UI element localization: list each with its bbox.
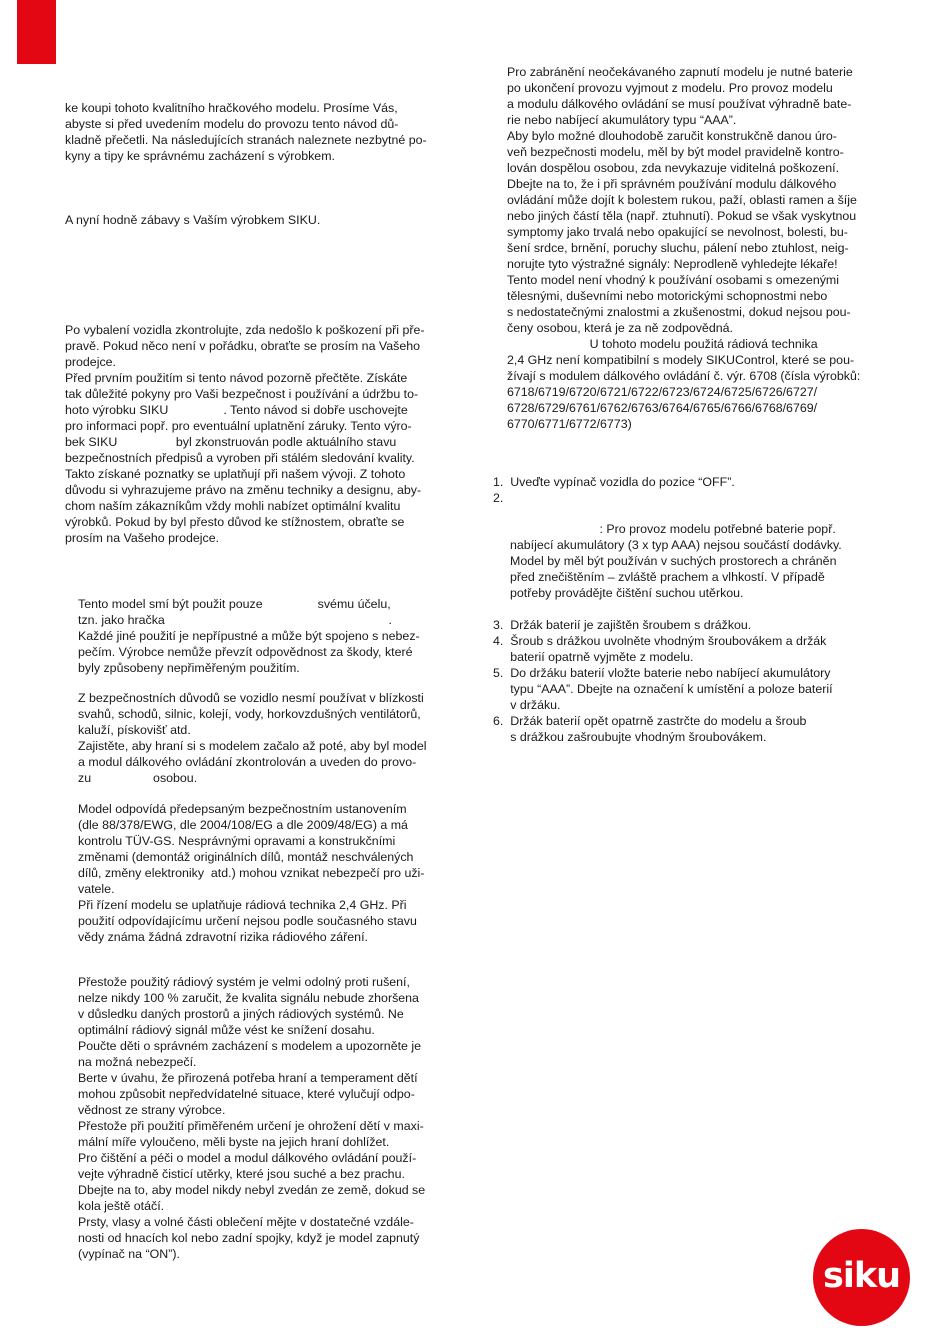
text-line: po ukončení provozu vyjmout z modelu. Pro provoz modelu	[507, 81, 833, 95]
text-line: pečím. Výrobce nemůže převzít odpovědnost za škody, které	[78, 645, 413, 659]
text-line: a modulu dálkového ovládání se musí používat výhradně bate-	[507, 97, 852, 111]
logo-text: siku	[822, 1255, 901, 1296]
corner-color-tab	[17, 0, 56, 64]
text-line: kyny a tipy ke správnému zacházení s výrobkem.	[65, 149, 335, 163]
text-line: změnami (demontáž originálních dílů, montáž neschválených	[78, 850, 414, 864]
text-line: před znečištěním – zvláště prachem a vlhkostí. V případě	[510, 570, 825, 584]
text-line: tak důležité pokyny pro Vaši bezpečnost i používání a údržbu to-	[65, 387, 419, 401]
list-item: 1. Uveďte vypínač vozidla do pozice “OFF”.	[493, 475, 735, 489]
text-line: Po vybalení vozidla zkontrolujte, zda nedošlo k poškození při pře-	[65, 323, 425, 337]
text-line: Zajistěte, aby hraní si s modelem začalo až poté, aby byl model	[78, 739, 427, 753]
safety-location-section	[78, 690, 464, 786]
text-line: (dle 88/378/EWG, dle 2004/108/EG a dle 2009/48/EG) a má	[78, 818, 408, 832]
text-line: vědnost ze strany výrobce.	[78, 1103, 226, 1117]
text-line: Dbejte na to, aby model nikdy nebyl zvedán ze země, dokud se	[78, 1183, 426, 1197]
text-line: Před prvním použitím si tento návod pozorně přečtěte. Získáte	[65, 371, 408, 385]
list-item: v držáku.	[493, 698, 561, 712]
battery-steps-start	[493, 474, 735, 506]
text-line: Aby bylo možné dlouhodobě zaručit konstrukčně danou úro-	[507, 129, 837, 143]
siku-logo	[813, 1229, 910, 1326]
text-line: prodejce.	[65, 355, 116, 369]
text-line: nabíjecí akumulátory (3 x typ AAA) nejsou součástí dodávky.	[510, 538, 842, 552]
text-line: Přestože při použití přiměřeném určení je ohrožení dětí v maxi-	[78, 1119, 424, 1133]
text-line: Pro čištění a péči o model a modul dálkového ovládání použí-	[78, 1151, 417, 1165]
list-item: 6. Držák baterií opět opatrně zastrčte do modelu a šroub	[493, 714, 807, 728]
text-line: : Pro provoz modelu potřebné baterie popř.	[510, 522, 836, 536]
text-line: čeny osobou, která je za ně zodpovědná.	[507, 321, 733, 335]
text-line: 6718/6719/6720/6721/6722/6723/6724/6725/6726/6727/	[507, 385, 818, 399]
list-item: s drážkou zašroubujte vhodným šroubovákem.	[493, 730, 767, 744]
text-line: hoto výrobku SIKU . Tento návod si dobře uschovejte	[65, 403, 408, 417]
text-line: A nyní hodně zábavy s Vaším výrobkem SIKU.	[65, 213, 321, 227]
text-line: Takto získané poznatky se uplatňují při našem vývoji. Z tohoto	[65, 467, 406, 481]
text-line: Z bezpečnostních důvodů se vozidlo nesmí používat v blízkosti	[78, 691, 424, 705]
text-line: nelze nikdy 100 % zaručit, že kvalita signálu nebude zhoršena	[78, 991, 419, 1005]
text-line: optimální rádiový signál může vést ke snížení dosahu.	[78, 1023, 375, 1037]
text-line: Přestože použitý rádiový systém je velmi odolný proti rušení,	[78, 975, 410, 989]
text-line: pravě. Pokud něco není v pořádku, obraťte se prosím na Vašeho	[65, 339, 421, 353]
text-line: bezpečnostních předpisů a vyroben při stálém sledování kvality.	[65, 451, 415, 465]
text-line: vědy známa žádná zdravotní rizika rádiového záření.	[78, 930, 368, 944]
text-line: dílů, změny elektroniky atd.) mohou vznikat nebezpečí pro uži-	[78, 866, 425, 880]
text-line: Tento model není vhodný k používání osobami s omezenými	[507, 273, 839, 287]
text-line: zu osobou.	[78, 771, 198, 785]
text-line: Každé jiné použití je nepřípustné a může být spojeno s nebez-	[78, 629, 420, 643]
right-warnings-section	[507, 64, 895, 432]
text-line: 2,4 GHz není kompatibilní s modely SIKUControl, které se pou-	[507, 353, 855, 367]
text-line: a modul dálkového ovládání zkontrolován a uveden do provo-	[78, 755, 417, 769]
text-line: potřeby provádějte čištění suchou utěrkou.	[510, 586, 744, 600]
list-item: 5. Do držáku baterií vložte baterie nebo nabíjecí akumulátory	[493, 666, 831, 680]
list-item: baterií opatrně vyjměte z modelu.	[493, 650, 694, 664]
text-line: rie nebo nabíjecí akumulátory typu “AAA”.	[507, 113, 737, 127]
text-line: chom naším zákazníkům vždy mohli nabízet optimální kvalitu	[65, 499, 401, 513]
text-line: šení srdce, brnění, poruchy sluchu, pálení nebo ztuhlost, neig-	[507, 241, 849, 255]
text-line: byly způsobeny nepřiměřeným použitím.	[78, 661, 300, 675]
text-line: důvodu si vyhrazujeme právo na změnu techniky a designu, aby-	[65, 483, 422, 497]
text-line: vejte výhradně čisticí utěrky, které jsou suché a bez prachu.	[78, 1167, 405, 1181]
text-line: kola ještě otáčí.	[78, 1199, 165, 1213]
text-line: kaluží, pískovišť atd.	[78, 723, 191, 737]
text-line: veň bezpečnosti modelu, měl by být model pravidelně kontro-	[507, 145, 844, 159]
text-line: Tento model smí být použit pouze svému účelu,	[78, 597, 391, 611]
text-line: pro informaci popř. pro eventuální uplatnění záruky. Tento výro-	[65, 419, 412, 433]
battery-note	[510, 521, 890, 601]
text-line: tělesnými, duševními nebo motorickými schopnostmi nebo	[507, 289, 828, 303]
text-line: ovládání může dojít k bolestem rukou, paží, oblasti ramen a šíje	[507, 193, 857, 207]
text-line: Prsty, vlasy a volné části oblečení mějte v dostatečné vzdále-	[78, 1215, 414, 1229]
text-line: ke koupi tohoto kvalitního hračkového modelu. Prosíme Vás,	[65, 101, 398, 115]
text-line: Poučte děti o správném zacházení s modelem a upozorněte je	[78, 1039, 422, 1053]
text-line: 6728/6729/6761/6762/6763/6764/6765/6766/6768/6769/	[507, 401, 818, 415]
text-line: nosti od hnacích kol nebo zadní spojky, když je model zapnutý	[78, 1231, 420, 1245]
text-line: abyste si před uvedením modelu do provozu tento návod dů-	[65, 117, 399, 131]
radio-and-children-section	[78, 974, 464, 1262]
text-line: výrobků. Pokud by byl přesto důvod ke stížnostem, obraťte se	[65, 515, 405, 529]
text-line: 6770/6771/6772/6773)	[507, 417, 632, 431]
text-line: kladně přečetli. Na následujících stranách naleznete nezbytné po-	[65, 133, 427, 147]
text-line: Dbejte na to, že i při správném používání modulu dálkového	[507, 177, 837, 191]
list-item: 3. Držák baterií je zajištěn šroubem s drážkou.	[493, 618, 752, 632]
text-line: U tohoto modelu použitá rádiová technika	[507, 337, 818, 351]
intro-paragraph	[65, 100, 465, 164]
text-line: Model by měl být používán v suchých prostorech a chráněn	[510, 554, 837, 568]
text-line: (vypínač na “ON”).	[78, 1247, 180, 1261]
text-line: v důsledku daných prostorů a jiných rádiových systémů. Ne	[78, 1007, 404, 1021]
list-item: 4. Šroub s drážkou uvolněte vhodným šroubovákem a držák	[493, 634, 827, 648]
text-line: tzn. jako hračka .	[78, 613, 392, 627]
text-line: Při řízení modelu se uplatňuje rádiová technika 2,4 GHz. Při	[78, 898, 407, 912]
list-item: typu “AAA”. Dbejte na označení k umístění a poloze baterií	[493, 682, 833, 696]
intended-use-section	[78, 596, 464, 676]
text-line: bek SIKU byl zkonstruován podle aktuálního stavu	[65, 435, 397, 449]
text-line: žívají s modulem dálkového ovládání č. výr. 6708 (čísla výrobků:	[507, 369, 861, 383]
text-line: Model odpovídá předepsaným bezpečnostním ustanovením	[78, 802, 407, 816]
text-line: Berte v úvahu, že přirozená potřeba hraní a temperament dětí	[78, 1071, 418, 1085]
regulations-section	[78, 801, 464, 945]
unpacking-section	[65, 322, 465, 546]
text-line: mální míře vyloučeno, měli byste na jejich hraní dohlížet.	[78, 1135, 390, 1149]
text-line: norujte tyto výstražné signály: Neprodleně vyhledejte lékaře!	[507, 257, 838, 271]
text-line: s nedostatečnými znalostmi a zkušenostmi, dokud nejsou pou-	[507, 305, 851, 319]
text-line: symptomy jako trvalá nebo opakující se nevolnost, bolesti, bu-	[507, 225, 848, 239]
battery-steps-end	[493, 617, 833, 745]
text-line: svahů, schodů, silnic, kolejí, vody, horkovzdušných ventilátorů,	[78, 707, 421, 721]
text-line: použití odpovídajícímu určení nejsou podle současného stavu	[78, 914, 417, 928]
text-line: mohou způsobit nepředvídatelné situace, které vylučují odpo-	[78, 1087, 415, 1101]
text-line: na možná nebezpečí.	[78, 1055, 197, 1069]
text-line: prosím na Vašeho prodejce.	[65, 531, 220, 545]
text-line: lován dospělou osobou, zda nevykazuje viditelná poškození.	[507, 161, 840, 175]
fun-line	[65, 212, 465, 228]
text-line: vatele.	[78, 882, 115, 896]
text-line: Pro zabránění neočekávaného zapnutí modelu je nutné baterie	[507, 65, 853, 79]
text-line: nebo jiných částí těla (např. ztuhnutí). Pokud se však vyskytnou	[507, 209, 857, 223]
text-line: kontrolu TÜV-GS. Nesprávnými opravami a konstrukčními	[78, 834, 396, 848]
list-item: 2.	[493, 491, 504, 505]
